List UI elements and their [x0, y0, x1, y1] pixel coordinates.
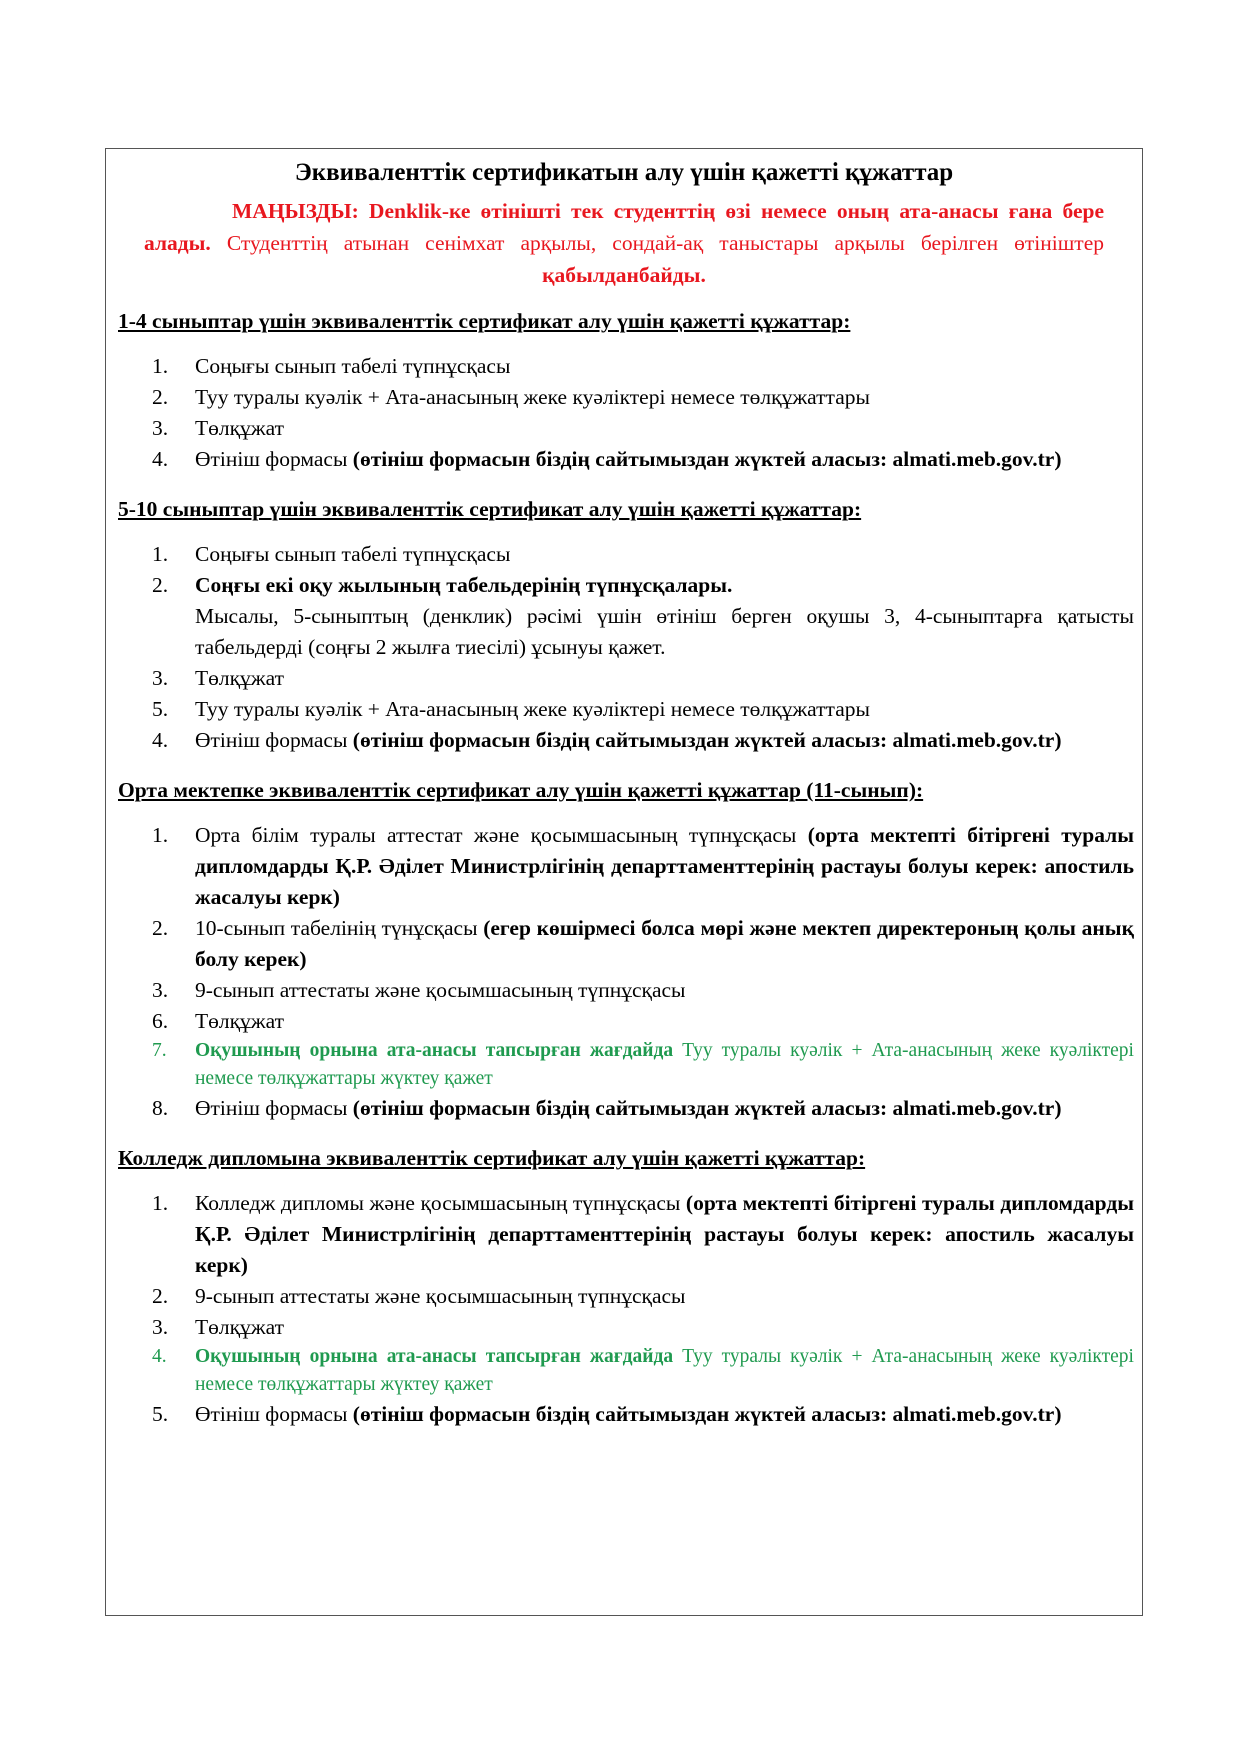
- notice-rejected: қабылданбайды.: [542, 263, 706, 287]
- item-text: Өтініш формасы: [195, 1096, 353, 1120]
- item-bold-text: Соңғы екі оқу жылының табельдерінің түпнұсқалары.: [195, 573, 733, 597]
- item-bold-text: (орта мектепті бітіргені туралы дипломдарды Қ.Р. Әділет Министрлігінің департтаменттерінің растауы болуы керек: апостиль жасалуы керк): [195, 823, 1134, 909]
- item-bold-text: (орта мектепті бітіргені туралы дипломдарды Қ.Р. Әділет Министрлігінің департтаменттерінің растауы болуы керек: апостиль жасалуы керк): [195, 1191, 1134, 1277]
- list-item: [114, 1312, 1134, 1343]
- document-frame: [105, 148, 1143, 1616]
- green-bold-text: Оқушының орнына ата-анасы тапсырған жағдайда: [195, 1346, 674, 1367]
- important-notice: [114, 195, 1134, 291]
- item-text: Соңығы сынып табелі түпнұсқасы: [195, 542, 511, 566]
- list-number: 6.: [152, 1009, 169, 1033]
- document-body: [114, 149, 1134, 1430]
- list-item: [114, 1037, 1134, 1093]
- list-number: 3.: [152, 666, 169, 690]
- list-item: [114, 1188, 1134, 1281]
- item-text: Туу туралы куәлік + Ата-анасының жеке куәліктері немесе төлқұжаттары: [195, 385, 870, 409]
- item-text: Туу туралы куәлік + Ата-анасының жеке куәліктері немесе төлқұжаттары: [195, 697, 870, 721]
- list-number: 1.: [152, 823, 169, 847]
- list-number: 1.: [152, 542, 169, 566]
- item-text: Мысалы, 5-сыныптың (денклик) рәсімі үшін өтініш берген оқушы 3, 4-сыныптарға қатысты табельдерді (соңғы 2 жылға тиесілі) ұсынуы қажет.: [195, 604, 1134, 659]
- list-number: 2.: [152, 916, 169, 940]
- list-item: [114, 663, 1134, 694]
- item-text: Төлқұжат: [195, 1315, 285, 1339]
- list-item: [114, 351, 1134, 382]
- item-text: Төлқұжат: [195, 1009, 285, 1033]
- list-item: [114, 382, 1134, 413]
- list-item: [114, 1399, 1134, 1430]
- section-heading: Орта мектепке эквиваленттік сертификат алу үшін қажетті құжаттар (11-сынып):: [118, 778, 924, 802]
- item-bold-text: (өтініш формасын біздің сайтымыздан жүктей аласыз: almati.meb.gov.tr): [352, 1096, 1062, 1120]
- item-bold-text: (егер көшірмесі болса мөрі және мектеп директероның қолы анық болу керек): [195, 916, 1134, 971]
- list-number: 7.: [152, 1040, 167, 1061]
- list-number: 1.: [152, 354, 169, 378]
- item-text: Туу туралы куәлік + Ата-анасының жеке куәліктері немесе төлқұжаттары жүктеу қажет: [195, 1346, 1134, 1395]
- item-text: Өтініш формасы: [195, 1402, 353, 1426]
- list-number: 2.: [152, 385, 169, 409]
- list-item: [114, 820, 1134, 913]
- list-number: 3.: [152, 416, 169, 440]
- list-item: [114, 1281, 1134, 1312]
- notice-text: Студенттің атынан сенімхат арқылы, сондай-ақ таныстары арқылы берілген өтініштер: [210, 231, 1104, 255]
- list-number: 2.: [152, 1284, 169, 1308]
- item-bold-text: (өтініш формасын біздің сайтымыздан жүктей аласыз: almati.meb.gov.tr): [352, 728, 1062, 752]
- list-item: [114, 444, 1134, 475]
- item-bold-text: (өтініш формасын біздің сайтымыздан жүктей аласыз: almati.meb.gov.tr): [352, 447, 1062, 471]
- list-number: 2.: [152, 573, 169, 597]
- list-number: 5.: [152, 697, 169, 721]
- document-list: [114, 820, 1134, 1124]
- list-item: [114, 539, 1134, 570]
- list-number: 3.: [152, 1315, 169, 1339]
- list-item: [114, 975, 1134, 1006]
- document-list: [114, 351, 1134, 475]
- section-heading: 5-10 сыныптар үшін эквиваленттік сертификат алу үшін қажетті құжаттар:: [118, 497, 862, 521]
- item-text: Өтініш формасы: [195, 447, 353, 471]
- item-text: 9-сынып аттестаты және қосымшасының түпнұсқасы: [195, 1284, 686, 1308]
- document-list: [114, 539, 1134, 756]
- list-number: 3.: [152, 978, 169, 1002]
- list-item: [114, 913, 1134, 975]
- page-title: Эквиваленттік сертификатын алу үшін қажетті құжаттар: [294, 159, 954, 186]
- item-text: Орта білім туралы аттестат және қосымшасының түпнұсқасы: [195, 823, 808, 847]
- list-item: [114, 413, 1134, 444]
- item-text: Төлқұжат: [195, 416, 285, 440]
- list-item: [114, 1343, 1134, 1399]
- section-heading: 1-4 сыныптар үшін эквиваленттік сертификат алу үшін қажетті құжаттар:: [118, 309, 851, 333]
- list-number: 1.: [152, 1191, 169, 1215]
- item-text: 9-сынып аттестаты және қосымшасының түпнұсқасы: [195, 978, 686, 1002]
- item-text: Өтініш формасы: [195, 728, 353, 752]
- list-number: 4.: [152, 447, 169, 471]
- item-text: Туу туралы куәлік + Ата-анасының жеке куәліктері немесе төлқұжаттары жүктеу қажет: [195, 1040, 1134, 1089]
- list-number: 5.: [152, 1402, 169, 1426]
- green-bold-text: Оқушының орнына ата-анасы тапсырған жағдайда: [195, 1040, 674, 1061]
- list-item: [114, 1006, 1134, 1037]
- item-text: Колледж дипломы және қосымшасының түпнұсқасы: [195, 1191, 686, 1215]
- list-item: [114, 1093, 1134, 1124]
- item-text: Соңығы сынып табелі түпнұсқасы: [195, 354, 511, 378]
- notice-bold: МАҢЫЗДЫ: Denklik-ке өтінішті тек студенттің өзі немесе оның ата-анасы ғана бере алады.: [144, 199, 1104, 255]
- item-bold-text: (өтініш формасын біздің сайтымыздан жүктей аласыз: almati.meb.gov.tr): [352, 1402, 1062, 1426]
- list-number: 8.: [152, 1096, 169, 1120]
- list-item: [114, 570, 1134, 663]
- item-text: 10-сынып табелінің түнұсқасы: [195, 916, 484, 940]
- list-number: 4.: [152, 1346, 167, 1367]
- section-heading: Колледж дипломына эквиваленттік сертификат алу үшін қажетті құжаттар:: [118, 1146, 866, 1170]
- item-text: Төлқұжат: [195, 666, 285, 690]
- list-item: [114, 694, 1134, 725]
- list-number: 4.: [152, 728, 169, 752]
- document-list: [114, 1188, 1134, 1430]
- sections-container: [114, 305, 1134, 1430]
- list-item: [114, 725, 1134, 756]
